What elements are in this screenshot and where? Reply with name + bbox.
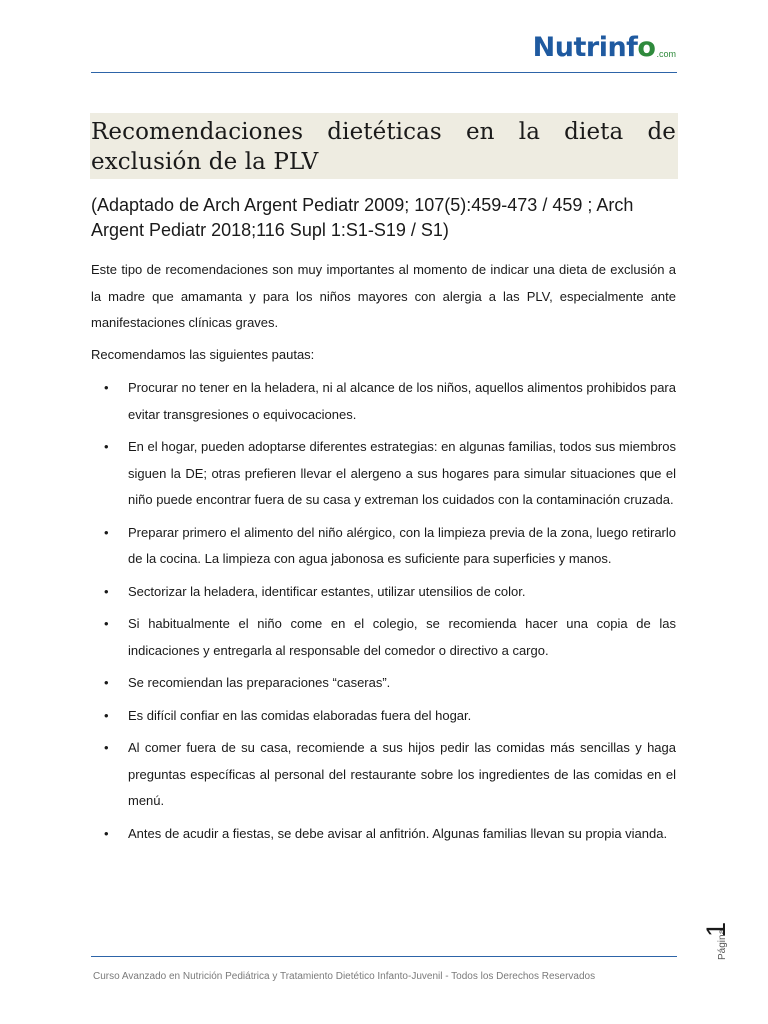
footer-text: Curso Avanzado en Nutrición Pediátrica y Tratamiento Dietético Infanto-Juvenil - Todos los Derechos Reservados: [93, 971, 596, 982]
header-rule: [91, 72, 677, 73]
list-item: • Es difícil confiar en las comidas elaboradas fuera del hogar.: [91, 703, 676, 730]
intro-paragraph: Este tipo de recomendaciones son muy importantes al momento de indicar una dieta de exclusión a la madre que amamanta y para los niños mayores con alergia a las PLV, especialmente ante manifestaciones clínicas graves.: [91, 262, 676, 330]
bullet-icon: •: [104, 616, 109, 631]
bullet-icon: •: [104, 524, 109, 540]
page-number: 1: [701, 921, 732, 938]
document-subtitle: (Adaptado de Arch Argent Pediatr 2009; 107(5):459-473 / 459 ; Arch Argent Pediatr 2018;116 Supl 1:S1-S19 / S1): [91, 195, 634, 240]
list-item: • Se recomiendan las preparaciones “caseras”.: [91, 670, 676, 697]
recommendations-list: [91, 375, 676, 853]
bullet-icon: •: [104, 439, 109, 454]
list-item: • Preparar primero el alimento del niño alérgico, con la limpieza previa de la zona, luego retirarlo de la cocina. La limpieza con agua jabonosa es suficiente para superficies y manos.: [91, 520, 676, 573]
list-item: • Sectorizar la heladera, identificar estantes, utilizar utensilios de color.: [91, 579, 676, 606]
page-label: Página: [717, 928, 728, 960]
logo-wordmark: Nutrinfo: [532, 32, 656, 63]
list-item: • Antes de acudir a fiestas, se debe avisar al anfitrión. Algunas familias llevan su propia vianda.: [91, 821, 676, 848]
lead-paragraph: Recomendamos las siguientes pautas:: [91, 347, 315, 362]
bullet-icon: •: [104, 707, 109, 723]
logo-dotcom: .com: [656, 49, 676, 59]
list-item: • Si habitualmente el niño come en el colegio, se recomienda hacer una copia de las indicaciones y entregarla al responsable del comedor o directivo a cargo.: [91, 611, 676, 664]
bullet-icon: •: [104, 740, 109, 755]
bullet-icon: •: [104, 825, 109, 841]
bullet-icon: •: [104, 583, 109, 599]
nutrinfo-logo: [533, 34, 676, 61]
bullet-icon: •: [104, 675, 109, 690]
logo-leaf-o: o: [637, 32, 656, 63]
list-item: • Procurar no tener en la heladera, ni al alcance de los niños, aquellos alimentos prohibidos para evitar transgresiones o equivocaciones.: [91, 375, 676, 428]
document-title: Recomendaciones dietéticas en la dieta de exclusión de la PLV: [91, 119, 676, 175]
bullet-icon: •: [104, 380, 109, 395]
footer-rule: [91, 956, 677, 957]
list-item: • En el hogar, pueden adoptarse diferentes estrategias: en algunas familias, todos sus miembros siguen la DE; otras prefieren llevar el alergeno a sus hogares para simular situaciones que el niño puede encontrar fuera de su casa y extreman los cuidados con la contaminación cruzada.: [91, 434, 676, 514]
list-item: • Al comer fuera de su casa, recomiende a sus hijos pedir las comidas más sencillas y haga preguntas específicas al personal del restaurante sobre los ingredientes de las comidas en el menú.: [91, 735, 676, 815]
